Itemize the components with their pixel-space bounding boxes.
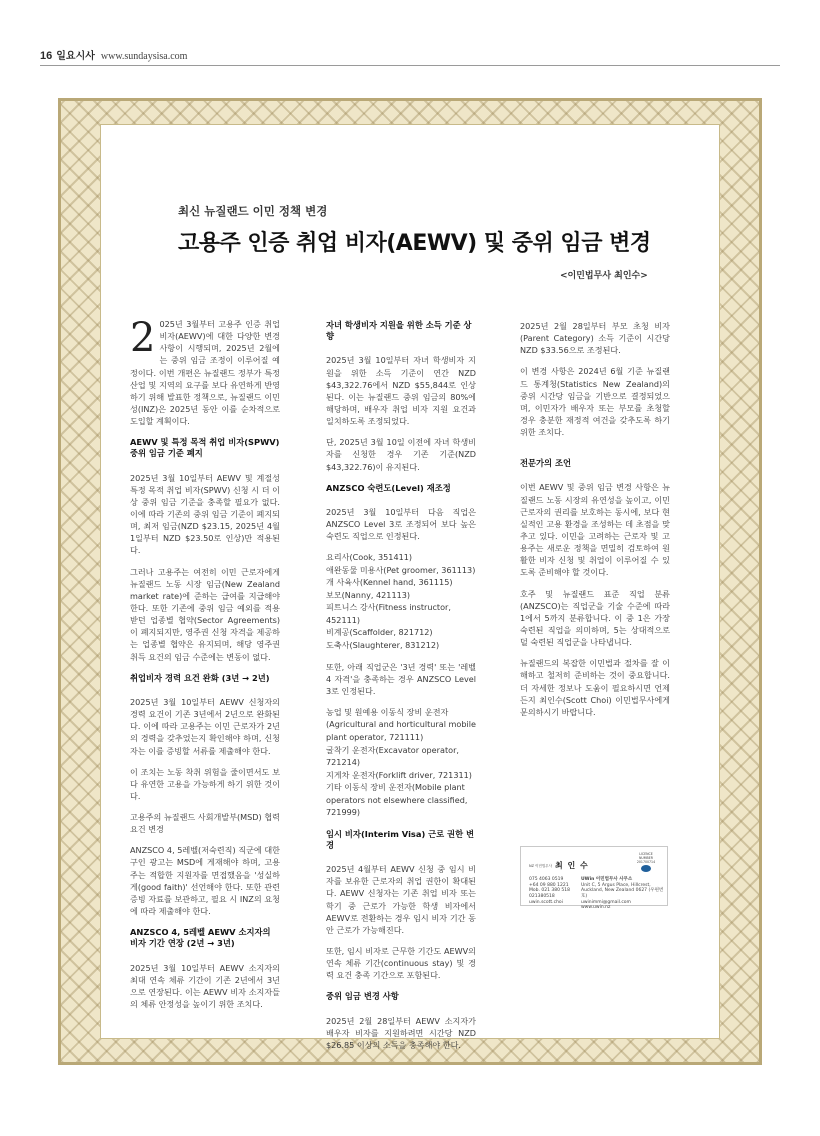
paragraph: 뉴질랜드의 복잡한 이민법과 절차를 잘 이해하고 철저히 준비하는 것이 중요합니다. 더 자세한 정보나 도움이 필요하시면 언제든지 최인수(Scott Choi) 이민법무사에게 문의하시기 바랍니다. [520, 658, 670, 717]
paragraph: 2025년 2월 28일부터 부모 초청 비자(Parent Category) 소득 기준이 시간당 NZD $33.56으로 조정된다. [520, 321, 670, 356]
column-2 [326, 320, 476, 1060]
paragraph: 이 변경 사항은 2024년 6월 기준 뉴질랜드 통계청(Statistics New Zealand)의 중위 시간당 임금을 기반으로 결정되었으며, 이민자가 배우자 또는 부모를 초청할 경우 충분한 재정적 여건을 갖추도록 하기 위한 조치다. [520, 366, 670, 438]
section-heading: 임시 비자(Interim Visa) 근로 권한 변경 [326, 828, 474, 850]
list-item: 도축사(Slaughterer, 831212) [326, 639, 440, 650]
paragraph: 2025년 4월부터 AEWV 신청 중 임시 비자를 보유한 근로자의 취업 권한이 확대된다. AEWV 신청자는 기존 취업 비자 또는 학기 중 근로가 가능한 학생 비자에서 AEWV로 전환하는 경우 임시 비자 기간 동안 근로가 가능해진다. [326, 864, 476, 935]
section-heading: AEWV 및 특정 목적 취업 비자(SPWV) 중위 임금 기준 폐지 [130, 437, 280, 459]
paragraph: 고용주의 뉴질랜드 사회개발부(MSD) 협력 요건 변경 [130, 812, 280, 835]
list-item: 요리사(Cook, 351411) [326, 552, 413, 563]
card-address: UWin 이민법무사 사무소 Unit C, 5 Argus Place, Hillcrest, Auckland, New Zealand 0627 (우편번호) uwinimmi@gmail.com www.uwin.nz [581, 877, 664, 911]
list-item: 피트니스 강사(Fitness instructor, 452111) [326, 602, 451, 625]
card-org: NZ 이민법무사 [529, 864, 553, 868]
business-card [520, 846, 668, 911]
paragraph: 호주 및 뉴질랜드 표준 직업 분류(ANZSCO)는 직업군을 기술 수준에 따라 1에서 5까지 분류합니다. 이 중 1은 가장 숙련된 직업을 의미하며, 5는 상대적으로 덜 숙련된 직업군을 나타냅니다. [520, 588, 670, 648]
social-icon-line: uwin.scott.choi [529, 899, 563, 905]
paragraph: 또한, 임시 비자로 근무한 기간도 AEWV의 연속 체류 기간(continuous stay) 및 경력 요건 충족 기간으로 포함된다. [326, 945, 476, 981]
paragraph: 단, 2025년 3월 10일 이전에 자녀 학생비자를 신청한 경우 기존 기준(NZD $43,322.76)이 유지된다. [326, 437, 476, 472]
page-number: 16 [40, 50, 53, 62]
paragraph: 이번 AEWV 및 중위 임금 변경 사항은 뉴질랜드 노동 시장의 유연성을 높이고, 이민 근로자의 권리를 보호하는 동시에, 보다 현실적인 고용 환경을 조성하는 데 초점을 맞추고 있다. 이민을 고려하는 근로자 및 고용주는 새로운 정책을 면밀히 검토하여 원활한 비자 신청 및 취업이 이루어질 수 있도록 준비해야 할 것이다. [520, 482, 670, 578]
article-kicker: 최신 뉴질랜드 이민 정책 변경 [178, 204, 328, 218]
phone-icon-line: 021380518 [529, 893, 555, 899]
licence-seal-icon [641, 865, 651, 872]
paragraph: 2025년 3월 10일부터 자녀 학생비자 지원을 위한 소득 기준이 연간 NZD $43,322.76에서 NZD $55,844로 인상된다. 이는 뉴질랜드 중위 임금의 80%에 해당하며, 배우자 취업 비자 지원 요건과 일치하도록 조정되었다. [326, 355, 476, 427]
paragraph: 2025년 3월 10일부터 AEWV 및 계절성 특정 목적 취업 비자(SPWV) 신청 시 더 이상 중위 임금 기준을 충족할 필요가 없다. 이에 따라 기존의 중위 임금 기준이 폐지되며, 최저 임금(NZD $23.15, 2025년 4월 1일부터 NZD $23.50로 인상)만 적용된다. [130, 472, 280, 556]
intro-paragraph: 2 025년 3월부터 고용주 인증 취업 비자(AEWV)에 대한 다양한 변경 사항이 시행되며, 2025년 2월에는 중위 임금 조정이 이루어질 예정이다. 이번 개편은 뉴질랜드 정부가 특정 산업 및 지역의 요구를 보다 유연하게 반영하기 위해 발표한 정책으로, 뉴질랜드 이민성(INZ)은 2025년 동안 이를 순차적으로 도입할 계획이다. [130, 315, 280, 427]
list-item: 애완동물 미용사(Pet groomer, 361113) [326, 564, 476, 575]
paragraph: 또한, 아래 직업군은 '3년 경력' 또는 '레벨 4 자격'을 충족하는 경우 ANZSCO Level 3로 인정된다. [326, 661, 476, 696]
column-1 [130, 315, 280, 1019]
paragraph: 이 조치는 노동 착취 위험을 줄이면서도 보다 유연한 고용을 가능하게 하기 위한 것이다. [130, 766, 280, 801]
licence-badge: LICENCE NUMBER 201700714 [633, 852, 659, 864]
paragraph: ANZSCO 4, 5레벨(저숙련직) 직군에 대한 구인 광고는 MSD에 게재해야 하며, 고용주는 적합한 지원자를 면접했음을 '성실하게(good faith)' 선언해야 한다. 또한 관련 증빙 자료를 보관하고, 필요 시 INZ의 요청에 따라 제출해야 한다. [130, 845, 280, 917]
column-3 [520, 320, 670, 727]
paragraph: 2025년 2월 28일부터 AEWV 소지자가 배우자 비자를 지원하려면 시간당 NZD $26.85 이상의 소득을 충족해야 한다. [326, 1015, 476, 1050]
section-heading: 중위 임금 변경 사항 [326, 991, 399, 1002]
section-heading: ANZSCO 4, 5레벨 AEWV 소지자의 비자 기간 연장 (2년 → 3년) [130, 927, 271, 949]
card-contact: 075 4063 0519 +64 09 880 1221 Mob. 021 380 518 021380518 uwin.scott.choi [529, 877, 570, 905]
list-item: 보모(Nanny, 421113) [326, 589, 411, 600]
paragraph: 2025년 3월 10일부터 AEWV 소지자의 최대 연속 체류 기간이 기존 2년에서 3년으로 연장된다. 이는 AEWV 비자 소지자들의 체류 안정성을 높이기 위한 조치다. [130, 962, 280, 1009]
publication-url: www.sundaysisa.com [100, 51, 188, 62]
list-item: 지게차 운전자(Forklift driver, 721311) [326, 769, 472, 780]
page-header [40, 46, 780, 66]
section-heading: 취업비자 경력 요건 완화 (3년 → 2년) [130, 672, 270, 683]
paragraph: 그러나 고용주는 여전히 이민 근로자에게 뉴질랜드 노동 시장 임금(New Zealand market rate)에 준하는 급여를 지급해야 한다. 또한 기존에 중위 임금 예외를 적용 받던 업종별 협약(Sector Agreements)이 폐지되지만, 영주권 신청 자격을 제공하는 업종별 협약은 유지되며, 해당 영주권 취득 요건의 임금 수준에는 변동이 없다. [130, 566, 280, 662]
list-item: 굴착기 운전자(Excavator operator, 721214) [326, 744, 459, 768]
section-heading: ANZSCO 숙련도(Level) 재조정 [326, 482, 451, 493]
occupation-list [326, 551, 476, 651]
paragraph: 2025년 3월 10일부터 AEWV 신청자의 경력 요건이 기존 3년에서 2년으로 완화된다. 이에 따라 고용주는 이민 근로자가 2년의 경력을 갖추었는지 확인해야 하며, 신청자는 이를 증빙할 서류를 제출해야 한다. [130, 696, 280, 756]
article-title: 고용주 인증 취업 비자(AEWV) 및 중위 임금 변경 [178, 231, 651, 256]
paragraph: 2025년 3월 10일부터 다음 직업은 ANZSCO Level 3로 조정되어 보다 높은 숙련도 직업으로 인정된다. [326, 506, 476, 542]
publication-name: 일요시사 [56, 51, 95, 62]
list-item: 기타 이동식 장비 운전자(Mobile plant operators not elsewhere classified, 721999) [326, 782, 468, 818]
section-heading: 자녀 학생비자 지원을 위한 소득 기준 상향 [326, 320, 472, 342]
list-item: 비계공(Scaffolder, 821712) [326, 627, 433, 638]
dropcap: 2 [130, 315, 156, 361]
list-item: 농업 및 원예용 이동식 장비 운전자(Agricultural and horticultural mobile plant operator, 721111) [326, 706, 476, 742]
article-byline: <이민법무사 최인수> [560, 271, 648, 281]
section-heading: 전문가의 조언 [520, 458, 571, 469]
occupation-list-2 [326, 706, 476, 819]
card-name: 최 인 수 [555, 861, 589, 870]
list-item: 개 사육사(Kennel hand, 361115) [326, 577, 453, 588]
